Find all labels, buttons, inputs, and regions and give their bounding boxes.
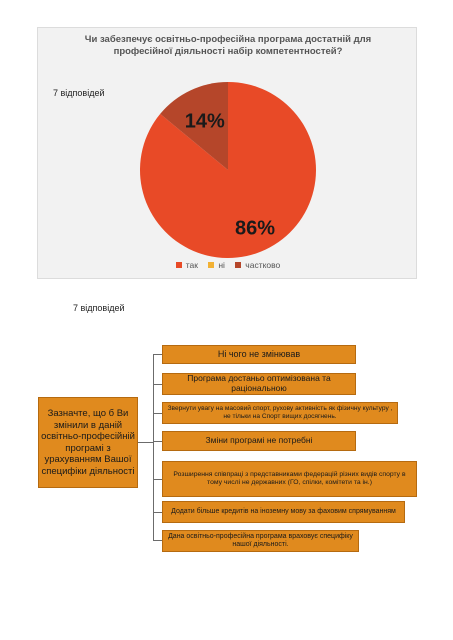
diagram-connector-3 [153, 413, 162, 414]
diagram-item-3-text: Звернути увагу на масовий спорт, рухову активність як фізичну культуру , не тільки на Спорт вищих досягнень. [167, 405, 393, 420]
diagram-connector-7 [153, 540, 162, 541]
diagram-connector-4 [153, 441, 162, 442]
legend-label-chastkovo: частково [245, 260, 281, 270]
diagram-item-5 [162, 461, 417, 497]
legend-label-tak: так [185, 260, 198, 270]
diagram-item-2 [162, 373, 356, 395]
legend-label-ni: ні [218, 260, 225, 270]
diagram-item-6 [162, 501, 405, 523]
chart-title-line-2: професійної діяльності набір компетентностей? [113, 46, 343, 57]
diagram-item-5-text: Розширення співпраці з представниками федерацій різних видів спорту в тому числі не державних (ГО, спілки, комітети та ін.) [173, 471, 406, 486]
response-count-below: 7 відповідей [73, 303, 125, 313]
diagram-item-4-text: Зміни програмі не потребні [205, 435, 313, 446]
pie-label-0: 86% [234, 217, 275, 240]
diagram-main-question: Зазначте, що б Ви змінили в даній освітньо-професійній програмі з урахуванням Вашої специфіки діяльності [38, 397, 138, 488]
diagram-item-4 [162, 431, 356, 451]
diagram-connector-5 [153, 479, 162, 480]
diagram-connector-2 [153, 384, 162, 385]
diagram-connector-1 [153, 354, 162, 355]
diagram-item-1-text: Ні чого не змінював [217, 349, 301, 360]
diagram-item-3 [162, 402, 398, 424]
diagram-item-7-text: Дана освітньо-професійна програма враховує специфіку нашої діяльності. [168, 532, 353, 548]
response-count: 7 відповідей [53, 88, 105, 98]
diagram-item-6-text: Додати більше кредитів на іноземну мову за фаховим спрямуванням [171, 507, 396, 515]
diagram-item-2-text: Програма достаньо оптимізована та раціональною [187, 373, 331, 393]
chart-title-line-1: Чи забезпечує освітньо-професійна програма достатній для [84, 34, 372, 45]
diagram-connector-6 [153, 512, 162, 513]
diagram-item-1 [162, 345, 356, 364]
pie-label-2: 14% [184, 110, 225, 133]
diagram-connector-stem [138, 442, 154, 443]
diagram-item-7 [162, 530, 359, 552]
